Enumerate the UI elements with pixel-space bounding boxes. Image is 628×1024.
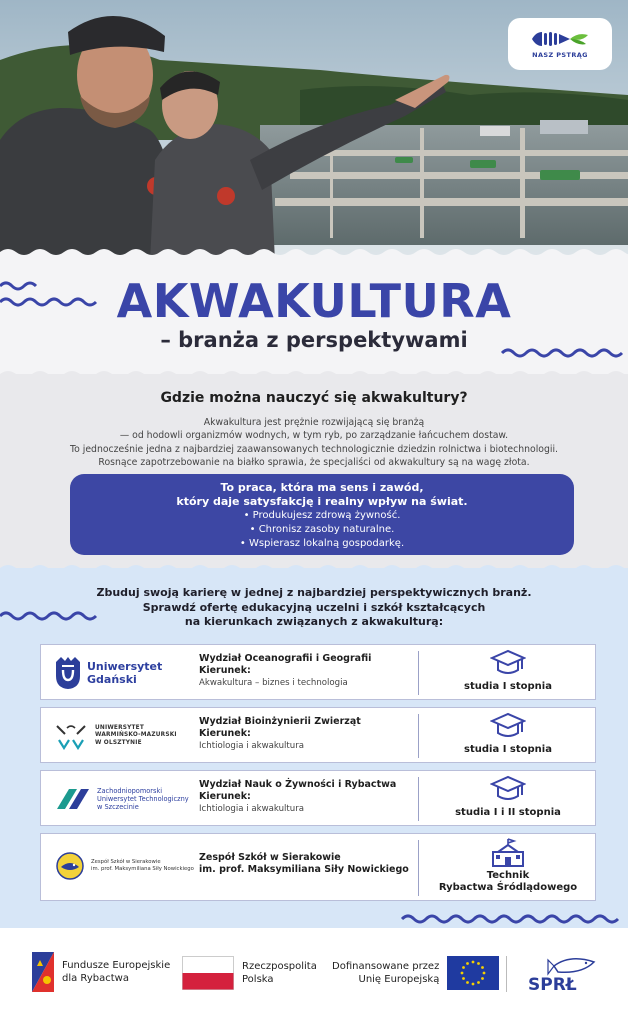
sprl-text: SPRŁ bbox=[528, 975, 577, 994]
logo-text: Zespół Szkół w Sierakowie bbox=[91, 859, 161, 865]
brand-name: NASZ PSTRĄG bbox=[532, 50, 588, 59]
wave-decoration-icon bbox=[500, 346, 628, 360]
school-card-uwm[interactable] bbox=[40, 707, 596, 763]
logo-text: im. prof. Maksymiliana Siły Nowickiego bbox=[91, 866, 194, 872]
page-title: AKWAKULTURA bbox=[116, 274, 512, 328]
sprl-fish-icon bbox=[524, 952, 598, 994]
highlight-bullet: • Wspierasz lokalną gospodarkę. bbox=[239, 538, 405, 549]
intro-paragraph bbox=[40, 416, 588, 470]
school-name: im. prof. Maksymiliana Siły Nowickiego bbox=[199, 864, 409, 875]
study-line: Rybactwa Śródlądowego bbox=[438, 882, 578, 893]
school-card-ug[interactable] bbox=[40, 644, 596, 700]
wave-decoration-icon bbox=[0, 610, 100, 622]
footer-text: Polska bbox=[242, 974, 274, 985]
school-name: Zespół Szkół w Sierakowie bbox=[199, 852, 341, 863]
kierunek-label: Kierunek: bbox=[199, 665, 251, 676]
logo-text: w Szczecinie bbox=[97, 803, 139, 811]
wave-decoration-icon bbox=[400, 913, 628, 925]
eu-flag-icon bbox=[447, 956, 499, 990]
graduation-cap-icon bbox=[490, 712, 526, 742]
section-question: Gdzie można nauczyć się akwakultury? bbox=[160, 390, 468, 406]
logo-text: Zachodniopomorski bbox=[97, 787, 163, 795]
sprl-logo bbox=[524, 952, 598, 994]
logo-text: UNIWERSYTET bbox=[95, 724, 144, 731]
zs-emblem-icon bbox=[55, 851, 85, 881]
study-line: Technik bbox=[486, 870, 530, 881]
nasz-pstrag-logo bbox=[508, 18, 612, 70]
footer-text: dla Rybactwa bbox=[62, 973, 129, 984]
zs-logo bbox=[55, 844, 195, 888]
zut-logo bbox=[55, 777, 195, 821]
kierunek-value: Ichtiologia i akwakultura bbox=[199, 804, 305, 814]
study-level bbox=[439, 870, 577, 894]
logo-text: W OLSZTYNIE bbox=[95, 739, 142, 746]
school-building-icon bbox=[490, 838, 526, 868]
kierunek-value: Akwakultura – biznes i technologia bbox=[199, 678, 348, 688]
eu-logo bbox=[332, 956, 499, 990]
faculty-name: Wydział Nauk o Żywności i Rybactwa bbox=[199, 779, 397, 790]
eu-funds-flag-icon bbox=[30, 950, 56, 994]
funding-footer bbox=[0, 928, 628, 1024]
logo-text: Uniwersytet bbox=[87, 660, 163, 673]
intro-line: Rosnące zapotrzebowanie na białko sprawia, że specjaliści od akwakultury są na wagę złota. bbox=[98, 457, 530, 469]
highlight-bullet: • Chronisz zasoby naturalne. bbox=[249, 524, 395, 535]
highlight-heading: który daje satysfakcję i realny wpływ na świat. bbox=[176, 495, 468, 508]
page-subtitle: – branża z perspektywami bbox=[160, 328, 468, 352]
kierunek-label: Kierunek: bbox=[199, 791, 251, 802]
poland-flag-icon bbox=[182, 956, 234, 990]
hero-photo bbox=[0, 0, 628, 262]
footer-text: Dofinansowane przez bbox=[332, 961, 440, 972]
highlight-heading: To praca, która ma sens i zawód, bbox=[220, 481, 424, 494]
study-level: studia I stopnia bbox=[464, 744, 552, 755]
highlight-bullet: • Produkujesz zdrową żywność. bbox=[243, 510, 401, 521]
logo-text: Uniwersytet Technologiczny bbox=[97, 795, 189, 803]
fe-rybactwa-logo bbox=[30, 950, 170, 994]
uwm-logo bbox=[55, 714, 195, 758]
title-section bbox=[0, 262, 628, 374]
fish-logo-icon bbox=[530, 30, 590, 48]
highlight-box bbox=[70, 474, 574, 555]
study-level: studia I i II stopnia bbox=[455, 807, 561, 818]
zut-emblem-icon bbox=[55, 787, 91, 811]
footer-text: Fundusze Europejskie bbox=[62, 960, 171, 971]
school-card-zut[interactable] bbox=[40, 770, 596, 826]
career-line: na kierunkach związanych z akwakulturą: bbox=[184, 615, 444, 628]
ug-logo bbox=[55, 651, 195, 695]
ug-crest-icon bbox=[55, 656, 81, 690]
intro-line: To jednocześnie jedna z najbardziej zaawansowanych technologicznie dziedzin rolnictwa i biotechnologii. bbox=[70, 443, 558, 455]
graduation-cap-icon bbox=[490, 649, 526, 679]
kierunek-value: Ichtiologia i akwakultura bbox=[199, 741, 305, 751]
logo-text: WARMIŃSKO-MAZURSKI bbox=[95, 732, 177, 739]
wave-edge bbox=[0, 562, 628, 574]
wave-edge bbox=[0, 368, 628, 380]
faculty-name: Wydział Oceanografii i Geografii bbox=[199, 653, 372, 664]
intro-line: — od hodowli organizmów wodnych, w tym ryb, po zarządzanie łańcuchem dostaw. bbox=[119, 430, 509, 442]
uwm-emblem-icon bbox=[55, 722, 87, 750]
footer-divider bbox=[506, 956, 507, 992]
footer-text: Rzeczpospolita bbox=[242, 961, 317, 972]
intro-line: Akwakultura jest prężnie rozwijającą się branżą bbox=[203, 417, 425, 428]
career-line: Sprawdź ofertę edukacyjną uczelni i szkół kształcących bbox=[142, 600, 486, 614]
graduation-cap-icon bbox=[490, 775, 526, 805]
school-card-zs-sierakow[interactable] bbox=[40, 833, 596, 901]
logo-text: Gdański bbox=[87, 673, 137, 686]
kierunek-label: Kierunek: bbox=[199, 728, 251, 739]
career-line: Zbuduj swoją karierę w jednej z najbardziej perspektywicznych branż. bbox=[96, 586, 532, 599]
study-level: studia I stopnia bbox=[464, 681, 552, 692]
faculty-name: Wydział Bioinżynierii Zwierząt bbox=[199, 716, 361, 727]
career-text bbox=[0, 586, 628, 630]
rp-logo bbox=[182, 956, 317, 990]
footer-text: Unię Europejską bbox=[358, 974, 440, 985]
